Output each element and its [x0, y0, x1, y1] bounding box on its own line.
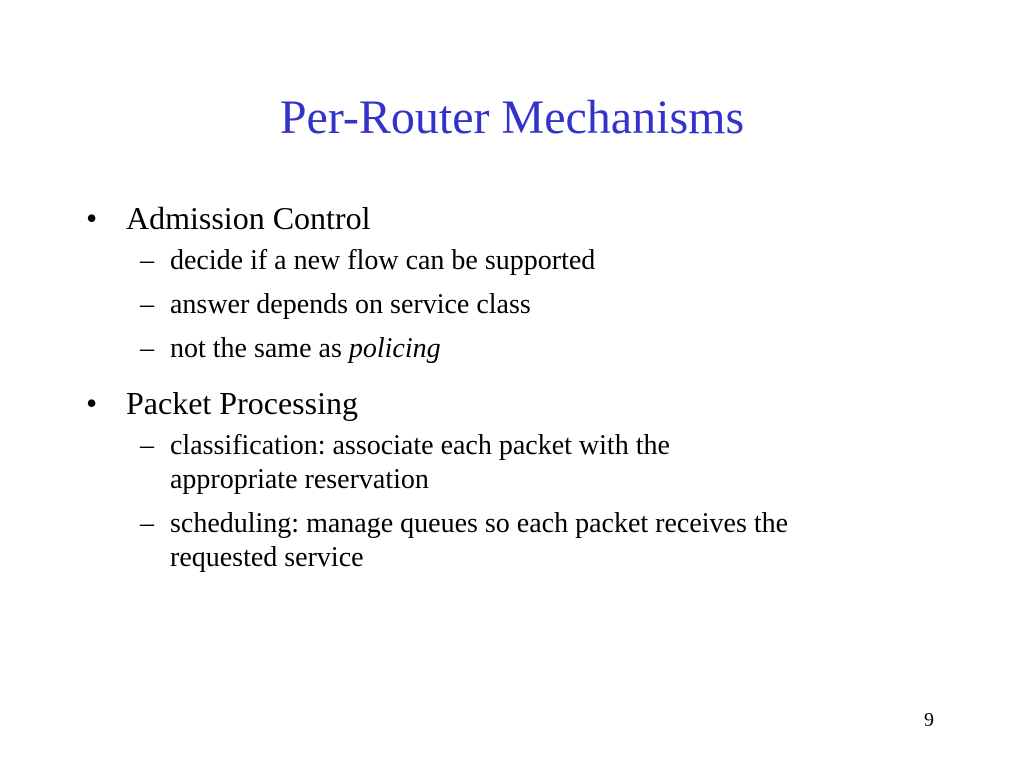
dash-icon: – — [140, 289, 154, 320]
bullet-packet-processing — [86, 381, 946, 425]
dash-icon: – — [140, 508, 154, 539]
subitem-text: classification: associate each packet with the — [170, 430, 670, 461]
subitem-scheduling — [86, 507, 946, 575]
bullet-dot-icon: • — [86, 200, 98, 236]
bullet-text: Admission Control — [126, 200, 371, 236]
subitem-classification — [86, 429, 946, 497]
subitem-emphasis: policing — [348, 333, 441, 364]
page-number: 9 — [924, 709, 934, 731]
subitem-text: scheduling: manage queues so each packet receives the — [170, 508, 789, 539]
dash-icon: – — [140, 333, 154, 364]
slide-title: Per-Router Mechanisms — [279, 91, 745, 144]
subitem-decide-flow — [86, 244, 946, 278]
dash-icon: – — [140, 245, 154, 276]
bullet-admission-control — [86, 196, 946, 240]
dash-icon: – — [140, 430, 154, 461]
subitem-service-class — [86, 288, 946, 322]
subitem-continuation: requested service — [170, 542, 364, 573]
subitem-continuation: appropriate reservation — [170, 464, 429, 495]
bullet-text: Packet Processing — [126, 385, 358, 421]
slide-content — [86, 196, 946, 575]
subitem-text: answer depends on service class — [170, 289, 531, 320]
subitem-text: decide if a new flow can be supported — [170, 245, 596, 276]
subitem-not-policing — [86, 332, 946, 366]
bullet-dot-icon: • — [86, 385, 98, 421]
subitem-text: not the same as — [170, 333, 349, 364]
